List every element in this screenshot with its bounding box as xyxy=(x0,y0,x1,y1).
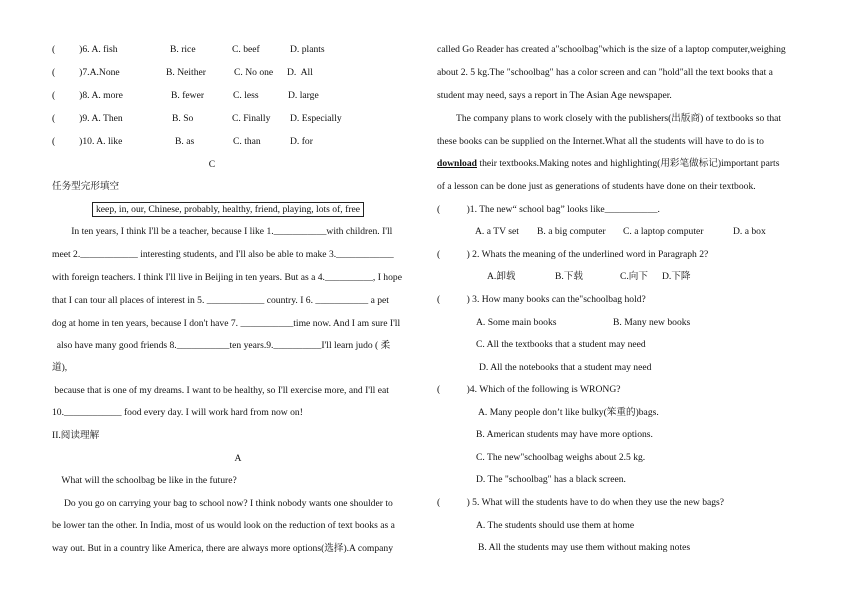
mc-num: ( )9. A. Then xyxy=(52,113,123,124)
option-c: C. a laptop computer xyxy=(623,226,704,237)
reading-line: these books can be supplied on the Internet.What all the students will have to do is to xyxy=(437,136,764,147)
option-c: C.向下 xyxy=(620,271,648,282)
mc-num: ( )8. A. more xyxy=(52,90,123,101)
passage-line: dog at home in ten years, because I don't have 7. ___________time now. And I am sure I'll xyxy=(52,318,401,329)
mc-option-c: C. less xyxy=(233,90,259,101)
mc-option-d: D. for xyxy=(290,136,313,147)
mc-num: ( )6. A. fish xyxy=(52,44,118,55)
reading-line: about 2. 5 kg.The "schoolbag" has a color screen and can "hold"all the text books that a xyxy=(437,67,773,78)
underlined-word: download xyxy=(437,158,477,169)
section-a-heading: A xyxy=(234,453,242,464)
mc-num: ( )7.A.None xyxy=(52,67,120,78)
option-b: B. All the students may use them without making notes xyxy=(478,542,691,553)
option-d: D. a box xyxy=(733,226,766,237)
option-c: C. All the textbooks that a student may need xyxy=(476,339,646,350)
reading-line: Do you go on carrying your bag to school now? I think nobody wants one shoulder to xyxy=(52,498,393,509)
mc-row-10 xyxy=(52,136,424,208)
question-1: ( )1. The new“ school bag” looks like___________. xyxy=(437,204,660,215)
reading-line: called Go Reader has created a"schoolbag"which is the size of a laptop computer,weighing xyxy=(437,44,786,55)
passage-line: In ten years, I think I'll be a teacher, because I like 1.___________with children. I'll xyxy=(52,226,393,237)
option-a: A. Many people don’t like bulky(笨重的)bags. xyxy=(478,407,659,418)
option-a: A. The students should use them at home xyxy=(476,520,635,531)
option-c: C. The new"schoolbag weighs about 2.5 kg. xyxy=(476,452,646,463)
passage-line: 10.____________ food every day. I will work hard from now on! xyxy=(52,407,303,418)
mc-option-b: B. as xyxy=(175,136,195,147)
mc-option-c: C. No one xyxy=(234,67,274,78)
option-b: B. Many new books xyxy=(613,317,691,328)
mc-option-b: B. rice xyxy=(170,44,196,55)
mc-option-d: D. large xyxy=(288,90,319,101)
mc-option-d: D. Especially xyxy=(290,113,342,124)
option-a: A. a TV set xyxy=(475,226,519,237)
option-b: B.下载 xyxy=(555,271,583,282)
option-b: B. a big computer xyxy=(537,226,606,237)
question-3: ( ) 3. How many books can the"schoolbag hold? xyxy=(437,294,646,305)
reading-line: The company plans to work closely with the publishers(出版商) of textbooks so that xyxy=(437,113,782,124)
passage-line: 道), xyxy=(52,362,68,373)
passage-line: because that is one of my dreams. I want to be healthy, so I'll exercise more, and I'll eat xyxy=(52,385,389,396)
mc-option-b: B. fewer xyxy=(171,90,205,101)
section-c-heading: C xyxy=(208,159,216,170)
reading-line: way out. But in a country like America, there are always more options(选择).A company xyxy=(52,543,394,554)
mc-option-b: B. So xyxy=(172,113,194,124)
option-a: A. Some main books xyxy=(476,317,557,328)
option-d: D.下降 xyxy=(662,271,691,282)
reading-question: What will the schoolbag be like in the future? xyxy=(52,475,237,486)
reading-line xyxy=(437,158,779,170)
word-box: keep, in, our, Chinese, probably, healthy, friend, playing, lots of, free xyxy=(92,202,364,217)
reading-line: be lower tan the other. In India, most of us would look on the reduction of text books as a xyxy=(52,520,395,531)
question-4: ( )4. Which of the following is WRONG? xyxy=(437,384,621,395)
reading-line: student may need, says a report in The Asian Age newspaper. xyxy=(437,90,672,101)
mc-option-d: D. plants xyxy=(290,44,325,55)
passage-line: with foreign teachers. I think I'll live in Beijing in ten years. But as a 4.__________, I hope xyxy=(52,272,402,283)
option-d: D. The "schoolbag" has a black screen. xyxy=(476,474,626,485)
mc-num: ( )10. A. like xyxy=(52,136,123,147)
reading-line: of a lesson can be done just as generations of students have done on their textbook. xyxy=(437,181,756,192)
passage-line: that I can tour all places of interest in 5. ____________ country. I 6. ___________ a pet xyxy=(52,295,389,306)
mc-option-c: C. Finally xyxy=(232,113,271,124)
mc-option-c: C. beef xyxy=(232,44,260,55)
question-2: ( ) 2. Whats the meaning of the underlined word in Paragraph 2? xyxy=(437,249,709,260)
passage-line: meet 2.____________ interesting students, and I'll also be able to make 3.____________ xyxy=(52,249,394,260)
mc-option-b: B. Neither xyxy=(166,67,206,78)
task-title: 任务型完形填空 xyxy=(52,181,120,192)
option-d: D. All the notebooks that a student may need xyxy=(479,362,652,373)
section-ii-heading: II.阅读理解 xyxy=(52,430,100,441)
passage-line: also have many good friends 8.___________ten years.9.__________I'll learn judo ( 柔 xyxy=(52,340,391,351)
mc-option-c: C. than xyxy=(233,136,261,147)
mc-option-d: D. All xyxy=(287,67,313,78)
option-a: A.卸载 xyxy=(487,271,516,282)
question-5: ( ) 5. What will the students have to do when they use the new bags? xyxy=(437,497,725,508)
option-b: B. American students may have more options. xyxy=(476,429,653,440)
reading-line-rest: their textbooks.Making notes and highlighting(用彩笔做标记)important parts xyxy=(477,158,780,169)
